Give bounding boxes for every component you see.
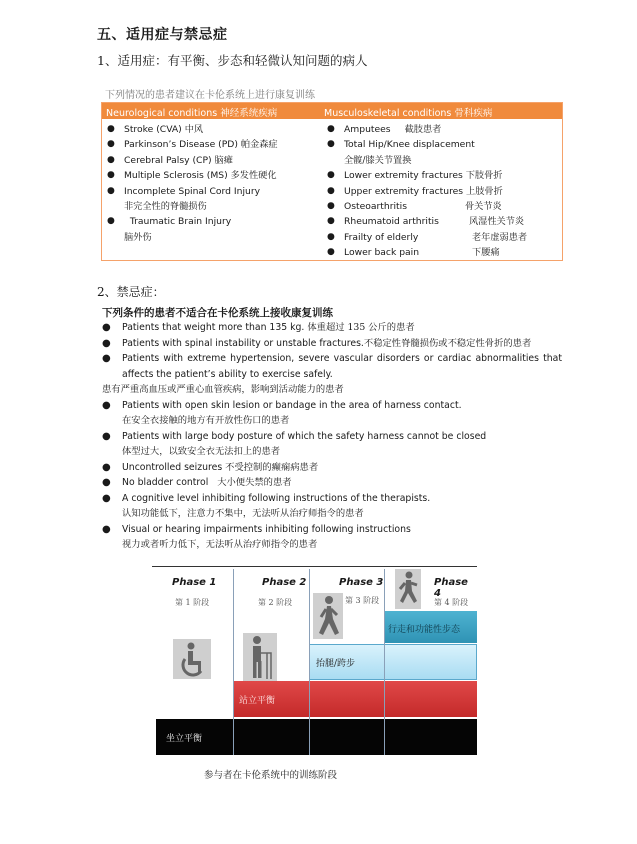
walker-icon (243, 633, 277, 681)
musculo-header: Musculoskeletal conditions 骨科疾病 (324, 108, 493, 119)
list-item-zh: 在安全衣接触的地方有开放性伤口的患者 (122, 415, 290, 426)
list-item: ● Multiple Sclerosis (MS) 多发性硬化 (107, 170, 277, 182)
neuro-list (102, 122, 317, 245)
list-item-zh: 非完全性的脊髓损伤 (124, 201, 207, 213)
phase-1-label: Phase 1 (172, 577, 217, 588)
contraindications-heading: 2、禁忌症： (97, 285, 165, 299)
bar-sit-balance (156, 719, 477, 755)
walking-person-icon (313, 593, 343, 639)
list-item: ● Patients with spinal instability or unstable fractures.不稳定性脊髓损伤或不稳定性骨折的患者 (102, 337, 532, 349)
training-phases-figure (152, 566, 477, 755)
phase-2-zh: 第 2 阶段 (258, 598, 293, 607)
list-item: ● Lower back pain 下腰痛 (327, 247, 500, 259)
phase-divider (309, 569, 310, 755)
bar-label: 站立平衡 (239, 696, 276, 706)
neuro-header: Neurological conditions 神经系统疾病 (106, 108, 278, 119)
list-item-zh: 全髋/膝关节置换 (344, 154, 412, 166)
list-item: ● Upper extremity fractures 上肢骨折 (327, 185, 503, 197)
list-item: ● Patients that weight more than 135 kg. 体重超过 135 公斤的患者 (102, 322, 415, 333)
indications-table (101, 102, 563, 261)
phase-2-label: Phase 2 (262, 577, 307, 588)
list-item: ● Incomplete Spinal Cord Injury (107, 185, 261, 197)
running-person-icon (395, 569, 421, 609)
bar-label: 行走和功能性步态 (388, 625, 461, 635)
phase-3-label: Phase 3 (339, 577, 384, 588)
list-item: ● Amputees 截肢患者 (327, 124, 442, 135)
wheelchair-icon (173, 639, 211, 679)
section-title: 五、适用症与禁忌症 (97, 27, 228, 43)
list-item: ● Patients with large body posture of which the safety harness cannot be closed (102, 430, 487, 442)
list-item: ● Rheumatoid arthritis 风湿性关节炎 (327, 216, 525, 228)
phase-3-zh: 第 3 阶段 (345, 596, 380, 605)
list-item: ● Osteoarthritis 骨关节炎 (327, 201, 502, 213)
list-item: ● A cognitive level inhibiting following instructions of the therapists. (102, 492, 431, 504)
phase-4-zh: 第 4 阶段 (434, 598, 469, 607)
indications-heading: 1、适用症：有平衡、步态和轻微认知问题的病人 (97, 53, 368, 68)
phase-4-label: Phase 4 (434, 577, 468, 599)
list-item: ● Patients with open skin lesion or bandage in the area of harness contact. (102, 399, 462, 411)
list-item-continued: affects the patient’s ability to exercise safely. (122, 368, 333, 380)
list-item-zh: 脑外伤 (124, 231, 152, 243)
bar-label: 坐立平衡 (166, 734, 203, 744)
list-item: ● Patients with extreme hypertension, severe vascular disorders or cardiac abnormalities that (102, 353, 562, 364)
bar-stand-balance (233, 681, 477, 717)
list-item-zh: 认知功能低下，注意力不集中，无法听从治疗师指令的患者 (122, 508, 364, 519)
list-item: ● Stroke (CVA) 中风 (107, 124, 204, 135)
table-header (102, 103, 562, 119)
figure-caption: 参与者在卡伦系统中的训练阶段 (204, 770, 338, 781)
list-item: ● Traumatic Brain Injury (107, 216, 232, 228)
list-item: ● Total Hip/Knee displacement (327, 139, 475, 151)
list-item: ● Cerebral Palsy (CP) 脑瘫 (107, 154, 233, 166)
list-item: ● Parkinson’s Disease (PD) 帕金森症 (107, 139, 278, 151)
musculo-list (322, 122, 560, 261)
phase-divider (384, 569, 385, 755)
list-item-zh: 视力或者听力低下，无法听从治疗师指令的患者 (122, 539, 318, 550)
contraindications-lead: 下列条件的患者不适合在卡伦系统上接收康复训练 (102, 307, 333, 319)
bar-step (309, 644, 477, 680)
contraindications-list (102, 320, 562, 553)
list-item: ● Frailty of elderly 老年虚弱患者 (327, 231, 528, 243)
phase-1-zh: 第 1 阶段 (175, 598, 210, 607)
list-item: ● Visual or hearing impairments inhibiting following instructions (102, 523, 411, 535)
list-item-zh: 体型过大，以致安全衣无法扣上的患者 (122, 446, 281, 457)
bar-label: 抬腿/跨步 (316, 659, 356, 669)
bar-walking-gait (384, 611, 477, 643)
list-item: ● No bladder control 大小便失禁的患者 (102, 477, 292, 488)
phase-divider (233, 569, 234, 755)
table-caption: 下列情况的患者建议在卡伦系统上进行康复训练 (105, 90, 315, 101)
list-item: ● Lower extremity fractures 下肢骨折 (327, 170, 503, 182)
list-item-zh: 患有严重高血压或严重心血管疾病，影响到活动能力的患者 (102, 384, 344, 395)
list-item: ● Uncontrolled seizures 不受控制的癫痫病患者 (102, 461, 319, 473)
